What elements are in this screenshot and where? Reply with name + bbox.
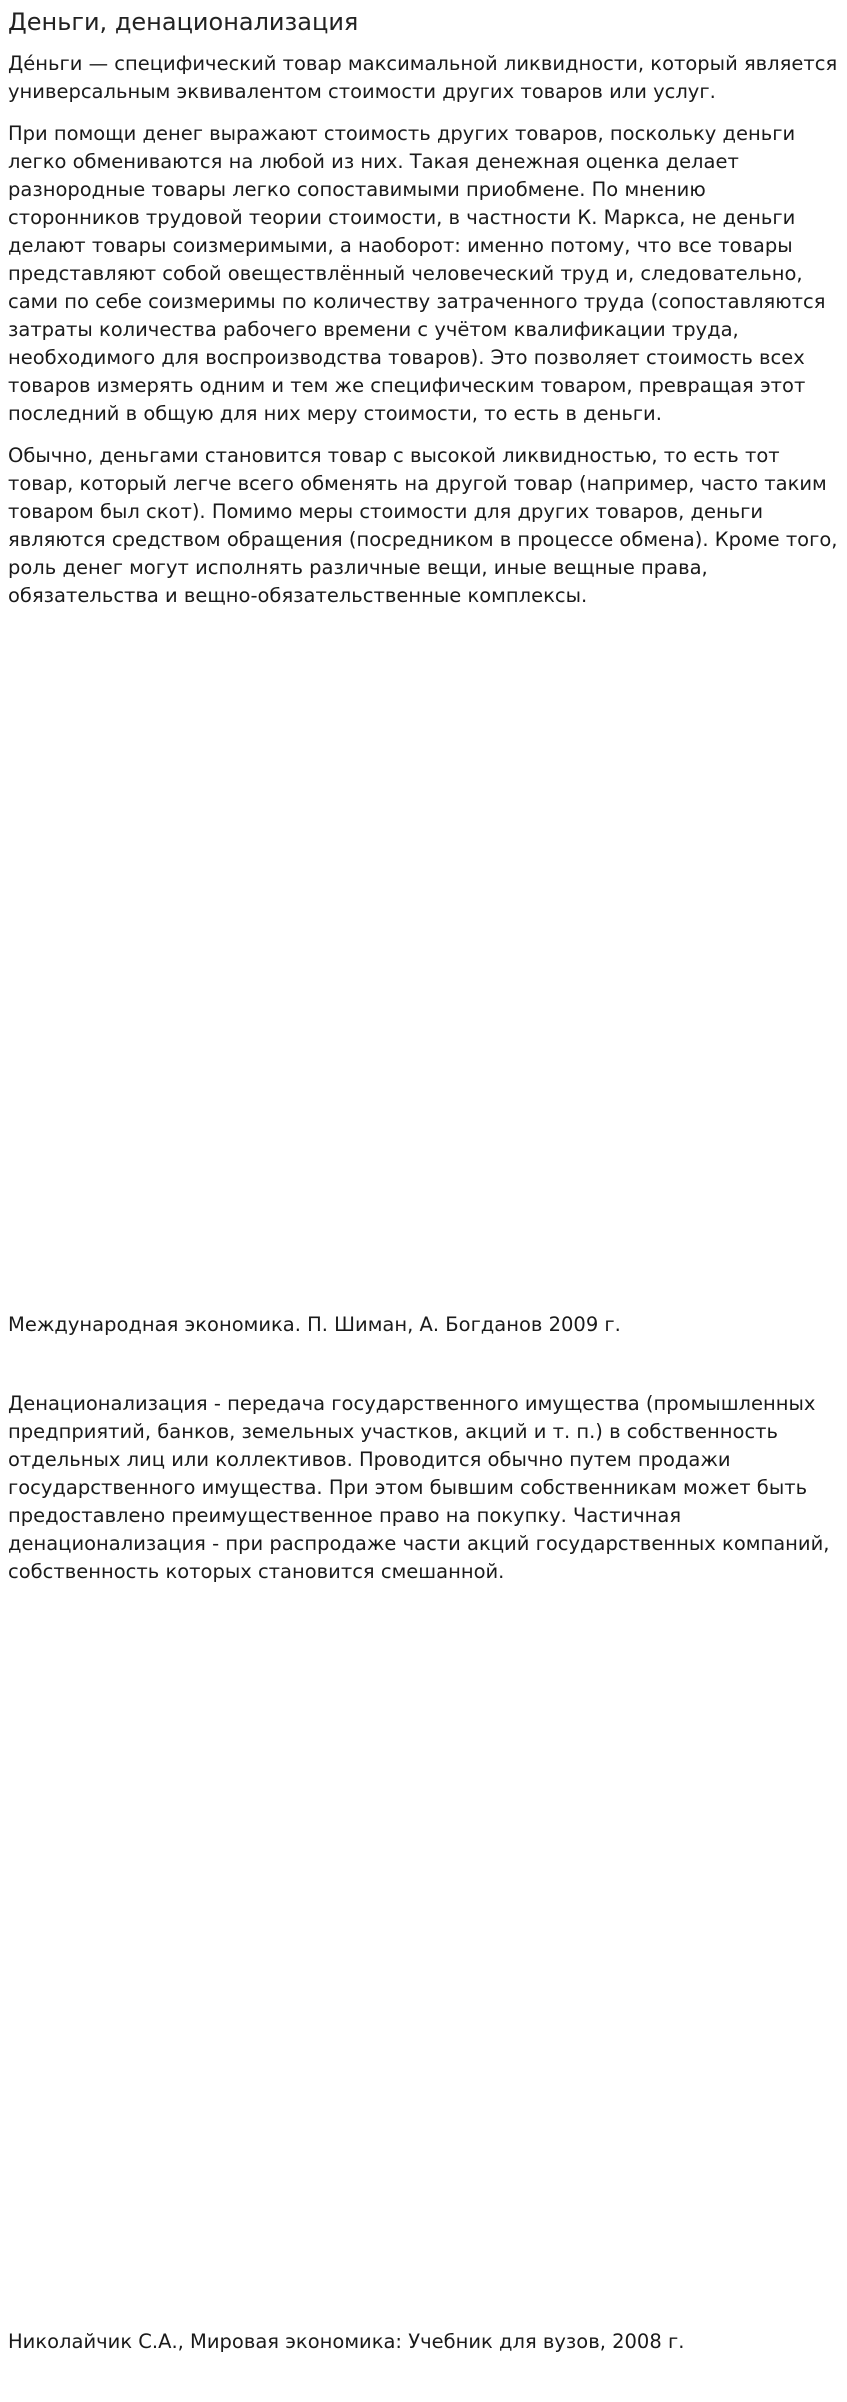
paragraph-money-definition: Де́ньги — специфический товар максимальной ликвидности, который является универсальным эквивалентом стоимости других товаров или услуг.	[8, 52, 838, 103]
source-citation-1: Международная экономика. П. Шиман, А. Богданов 2009 г.	[8, 1313, 621, 1336]
article	[8, 6, 839, 624]
paragraph-money-value: При помощи денег выражают стоимость других товаров, поскольку деньги легко обмениваются на любой из них. Такая денежная оценка делает разнородные товары легко сопоставимыми приобмене. По мнению сторонников трудовой теории стоимости, в частности К. Маркса, не деньги делают товары соизмеримыми, а наоборот: именно потому, что все товары представляют собой овеществлённый человеческий труд и, следовательно, сами по себе соизмеримы по количеству затраченного труда (сопоставляются затраты количества рабочего времени с учётом квалификации труда, необходимого для воспроизводства товаров). Это позволяет стоимость всех товаров измерять одним и тем же специфическим товаром, превращая этот последний в общую для них меру стоимости, то есть в деньги.	[8, 122, 826, 425]
source-citation-2: Николайчик С.А., Мировая экономика: Учебник для вузов, 2008 г.	[8, 2330, 685, 2353]
paragraph-denationalization: Денационализация - передача государственного имущества (промышленных предприятий, банков, земельных участков, акций и т. п.) в собственность отдельных лиц или коллективов. Проводится обычно путем продажи государственного имущества. При этом бывшим собственникам может быть предоставлено преимущественное право на покупку. Частичная денационализация - при распродаже части акций государственных компаний, собственность которых становится смешанной.	[8, 1392, 830, 1583]
denationalization-section	[8, 1390, 839, 1600]
page-title: Деньги, денационализация	[8, 8, 359, 36]
paragraph-money-liquidity: Обычно, деньгами становится товар с высокой ликвидностью, то есть тот товар, который легче всего обменять на другой товар (например, часто таким товаром был скот). Помимо меры стоимости для других товаров, деньги являются средством обращения (посредником в процессе обмена). Кроме того, роль денег могут исполнять различные вещи, иные вещные права, обязательства и вещно-обязательственные комплексы.	[8, 444, 838, 607]
